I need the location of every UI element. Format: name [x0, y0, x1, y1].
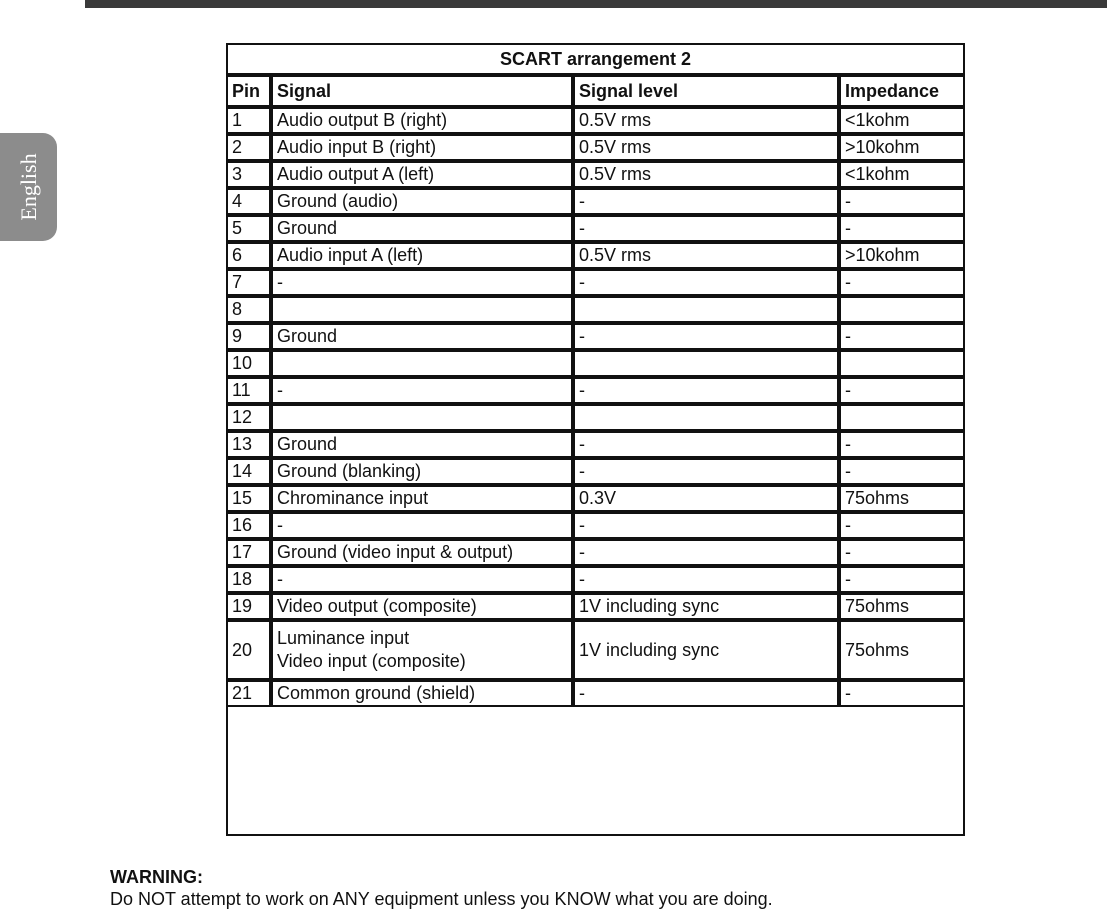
table-title-row	[226, 43, 965, 75]
table-row	[226, 269, 965, 296]
impedance-cell: 75ohms	[839, 620, 965, 680]
signal-level-cell: 0.5V rms	[573, 134, 839, 161]
table-row	[226, 485, 965, 512]
impedance-cell: 75ohms	[839, 593, 965, 620]
signal-cell	[271, 296, 573, 323]
signal-level-cell: -	[573, 431, 839, 458]
signal-level-cell: -	[573, 377, 839, 404]
table-row	[226, 242, 965, 269]
warning-text: Do NOT attempt to work on ANY equipment unless you KNOW what you are doing.	[110, 889, 773, 909]
table-row	[226, 539, 965, 566]
signal-cell: Ground (audio)	[271, 188, 573, 215]
signal-level-cell	[573, 296, 839, 323]
signal-level-cell: -	[573, 680, 839, 707]
table-row	[226, 323, 965, 350]
signal-cell	[271, 350, 573, 377]
signal-level-cell: -	[573, 215, 839, 242]
table-row	[226, 404, 965, 431]
impedance-cell: -	[839, 215, 965, 242]
signal-cell: Ground	[271, 323, 573, 350]
signal-level-cell	[573, 350, 839, 377]
impedance-cell: -	[839, 566, 965, 593]
impedance-cell	[839, 296, 965, 323]
signal-cell: -	[271, 566, 573, 593]
signal-cell: -	[271, 269, 573, 296]
table-row	[226, 566, 965, 593]
impedance-cell: -	[839, 512, 965, 539]
signal-level-cell: -	[573, 539, 839, 566]
header-impedance: Impedance	[839, 75, 965, 107]
signal-cell	[271, 620, 573, 680]
table-row	[226, 134, 965, 161]
pin-cell: 1	[226, 107, 271, 134]
impedance-cell: <1kohm	[839, 161, 965, 188]
signal-cell	[271, 404, 573, 431]
signal-cell: Audio input B (right)	[271, 134, 573, 161]
pin-cell: 17	[226, 539, 271, 566]
table-row	[226, 188, 965, 215]
signal-cell: Audio input A (left)	[271, 242, 573, 269]
table-row	[226, 377, 965, 404]
pin-cell: 16	[226, 512, 271, 539]
impedance-cell	[839, 350, 965, 377]
signal-cell: Audio output B (right)	[271, 107, 573, 134]
table-row	[226, 512, 965, 539]
signal-cell: Audio output A (left)	[271, 161, 573, 188]
signal-cell: Chrominance input	[271, 485, 573, 512]
signal-cell: -	[271, 512, 573, 539]
impedance-cell: -	[839, 269, 965, 296]
signal-level-cell: -	[573, 269, 839, 296]
impedance-cell: -	[839, 458, 965, 485]
top-header-bar	[85, 0, 1107, 8]
pin-cell: 14	[226, 458, 271, 485]
signal-level-cell: 1V including sync	[573, 593, 839, 620]
pin-cell: 3	[226, 161, 271, 188]
signal-level-cell: -	[573, 323, 839, 350]
impedance-cell: >10kohm	[839, 134, 965, 161]
signal-cell: Ground (blanking)	[271, 458, 573, 485]
signal-cell: Ground	[271, 215, 573, 242]
impedance-cell: <1kohm	[839, 107, 965, 134]
language-tab-label: English	[15, 153, 41, 221]
table-header-row	[226, 75, 965, 107]
pin-cell: 11	[226, 377, 271, 404]
header-signal-level: Signal level	[573, 75, 839, 107]
pin-cell: 9	[226, 323, 271, 350]
table-row	[226, 620, 965, 680]
table-row	[226, 107, 965, 134]
pin-cell: 5	[226, 215, 271, 242]
impedance-cell	[839, 404, 965, 431]
table-title: SCART arrangement 2	[226, 43, 965, 75]
table-row	[226, 296, 965, 323]
pin-cell: 7	[226, 269, 271, 296]
signal-level-cell: -	[573, 188, 839, 215]
impedance-cell: -	[839, 431, 965, 458]
pin-cell: 15	[226, 485, 271, 512]
signal-cell: Video output (composite)	[271, 593, 573, 620]
signal-level-cell: 0.5V rms	[573, 107, 839, 134]
warning-heading: WARNING:	[110, 867, 203, 887]
pin-cell: 12	[226, 404, 271, 431]
impedance-cell: -	[839, 323, 965, 350]
pin-cell: 6	[226, 242, 271, 269]
signal-level-cell	[573, 404, 839, 431]
warning-note	[110, 866, 773, 910]
table-row	[226, 431, 965, 458]
impedance-cell: -	[839, 188, 965, 215]
pin-cell: 20	[226, 620, 271, 680]
pin-cell: 2	[226, 134, 271, 161]
signal-level-cell: 1V including sync	[573, 620, 839, 680]
pin-cell: 8	[226, 296, 271, 323]
signal-line: Luminance input	[277, 628, 410, 648]
impedance-cell: -	[839, 539, 965, 566]
pin-cell: 10	[226, 350, 271, 377]
pin-cell: 18	[226, 566, 271, 593]
scart-pin-table	[226, 43, 965, 707]
table-row	[226, 161, 965, 188]
header-pin: Pin	[226, 75, 271, 107]
pin-cell: 13	[226, 431, 271, 458]
impedance-cell: 75ohms	[839, 485, 965, 512]
signal-level-cell: 0.5V rms	[573, 161, 839, 188]
impedance-cell: -	[839, 377, 965, 404]
signal-cell: Ground (video input & output)	[271, 539, 573, 566]
table-row	[226, 350, 965, 377]
table-row	[226, 458, 965, 485]
signal-cell: Common ground (shield)	[271, 680, 573, 707]
signal-level-cell: 0.3V	[573, 485, 839, 512]
signal-level-cell: -	[573, 458, 839, 485]
signal-cell: Ground	[271, 431, 573, 458]
language-side-tab	[0, 133, 57, 241]
table-row	[226, 215, 965, 242]
signal-line: Video input (composite)	[277, 651, 466, 671]
signal-level-cell: -	[573, 566, 839, 593]
table-row	[226, 593, 965, 620]
impedance-cell: >10kohm	[839, 242, 965, 269]
table-row	[226, 680, 965, 707]
impedance-cell: -	[839, 680, 965, 707]
pin-cell: 4	[226, 188, 271, 215]
signal-level-cell: -	[573, 512, 839, 539]
signal-level-cell: 0.5V rms	[573, 242, 839, 269]
pin-cell: 21	[226, 680, 271, 707]
pin-cell: 19	[226, 593, 271, 620]
signal-cell: -	[271, 377, 573, 404]
header-signal: Signal	[271, 75, 573, 107]
